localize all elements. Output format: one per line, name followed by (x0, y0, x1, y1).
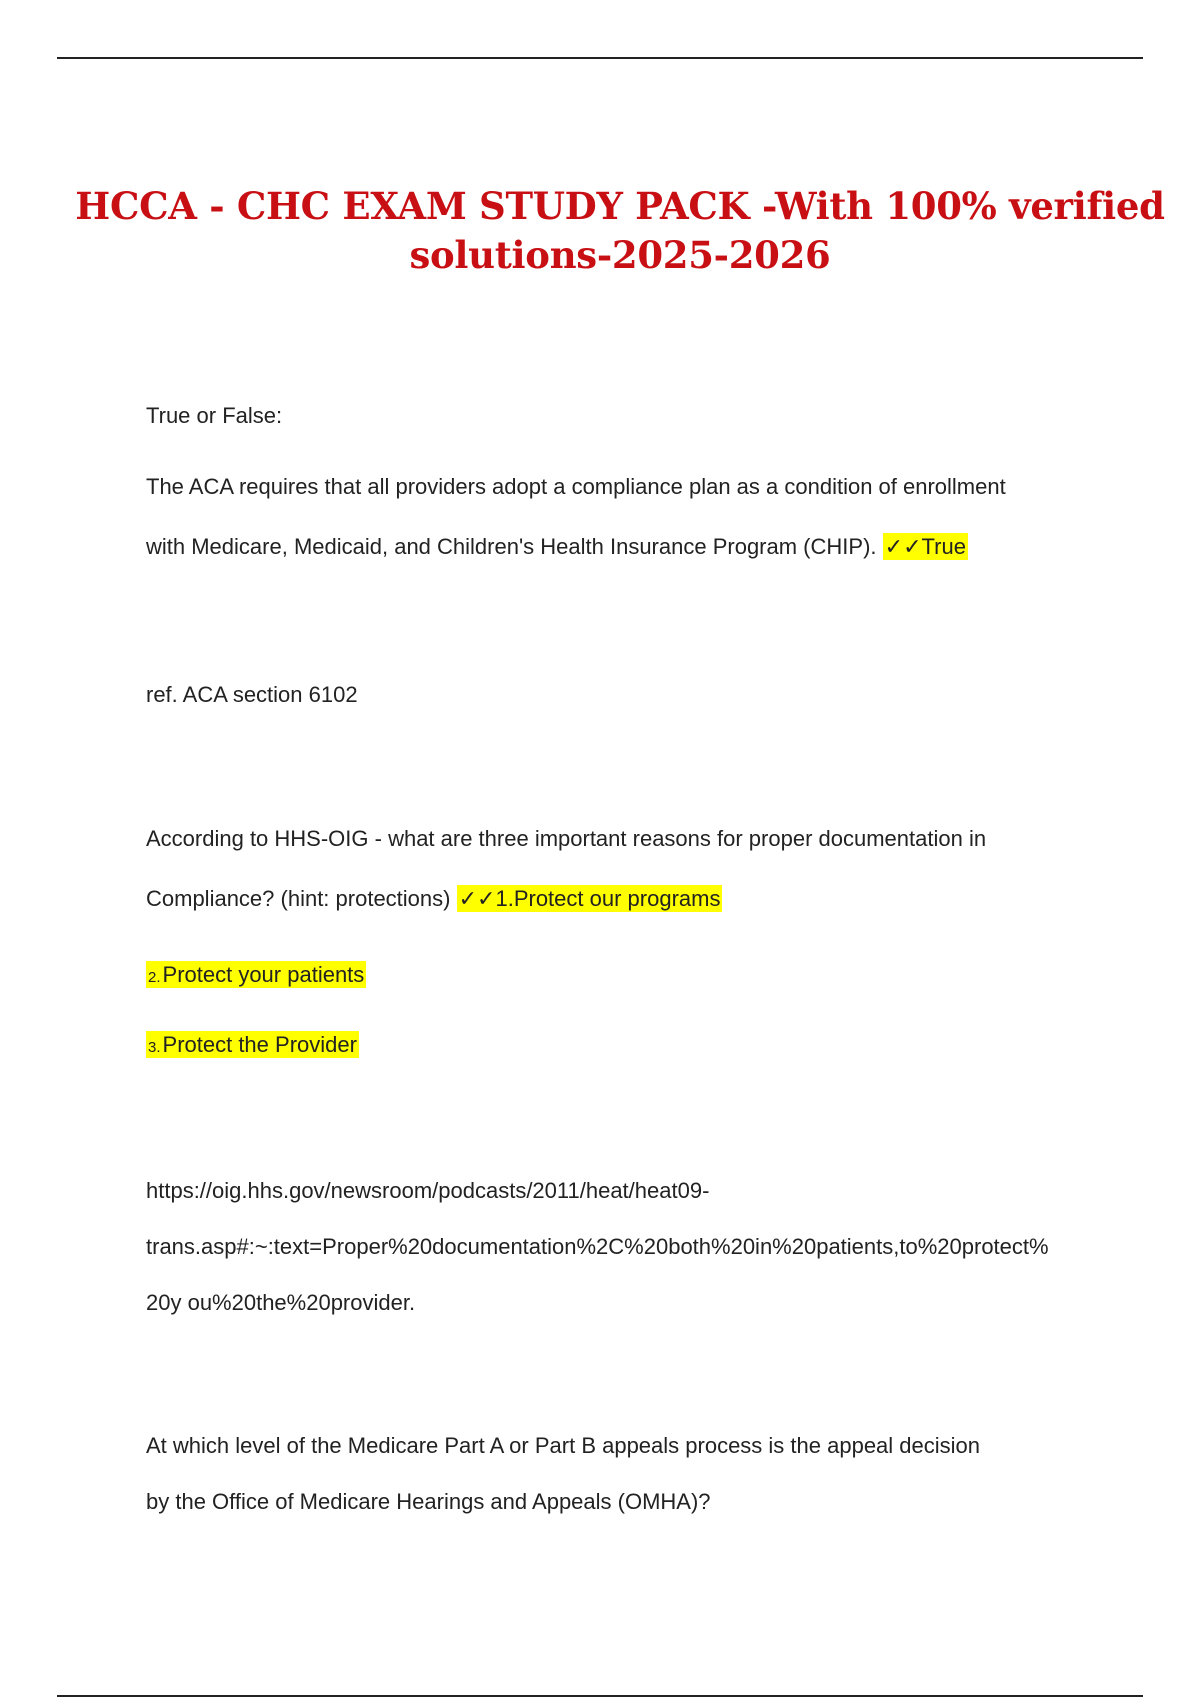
q2-text-line-1: According to HHS-OIG - what are three important reasons for proper documentation in (146, 826, 987, 851)
q3-text-line-2: by the Office of Medicare Hearings and Appeals (OMHA)? (146, 1489, 711, 1514)
page-title (0, 182, 1200, 280)
q3-text-line-1: At which level of the Medicare Part A or Part B appeals process is the appeal decision (146, 1433, 981, 1458)
q1-text-line-1: The ACA requires that all providers adopt a compliance plan as a condition of enrollment (146, 474, 1006, 499)
q2-answer-3 (146, 1031, 359, 1062)
q2-answer-2-text: Protect your patients (162, 962, 365, 987)
title-line-2: solutions-2025-2026 (409, 233, 831, 277)
q2-answer-2 (146, 961, 366, 992)
q2-text-line-2-text: Compliance? (hint: protections) (146, 886, 451, 911)
q2-answer-3-text: Protect the Provider (162, 1032, 357, 1057)
q2-url-line-1: https://oig.hhs.gov/newsroom/podcasts/2011/heat/heat09- (146, 1178, 710, 1203)
q1-text-line-2-text: with Medicare, Medicaid, and Children's Health Insurance Program (CHIP). (146, 534, 877, 559)
bottom-rule (57, 1695, 1143, 1697)
q1-text-line-2 (146, 533, 968, 561)
q2-url-line-2: trans.asp#:~:text=Proper%20documentation%2C%20both%20in%20patients,to%20protect% (146, 1234, 1049, 1259)
q2-text-line-2 (146, 885, 722, 913)
top-rule (57, 57, 1143, 59)
q1-answer: ✓✓True (884, 534, 966, 559)
q1-prompt: True or False: (146, 403, 283, 428)
title-line-1: HCCA - CHC EXAM STUDY PACK -With 100% verified (75, 184, 1165, 228)
q2-answer-2-number: 2. (148, 969, 161, 986)
q2-answer-1: ✓✓1.Protect our programs (458, 886, 721, 911)
q2-url-line-3: 20y ou%20the%20provider. (146, 1290, 416, 1315)
q1-reference: ref. ACA section 6102 (146, 682, 358, 707)
q2-answer-3-number: 3. (148, 1039, 161, 1056)
